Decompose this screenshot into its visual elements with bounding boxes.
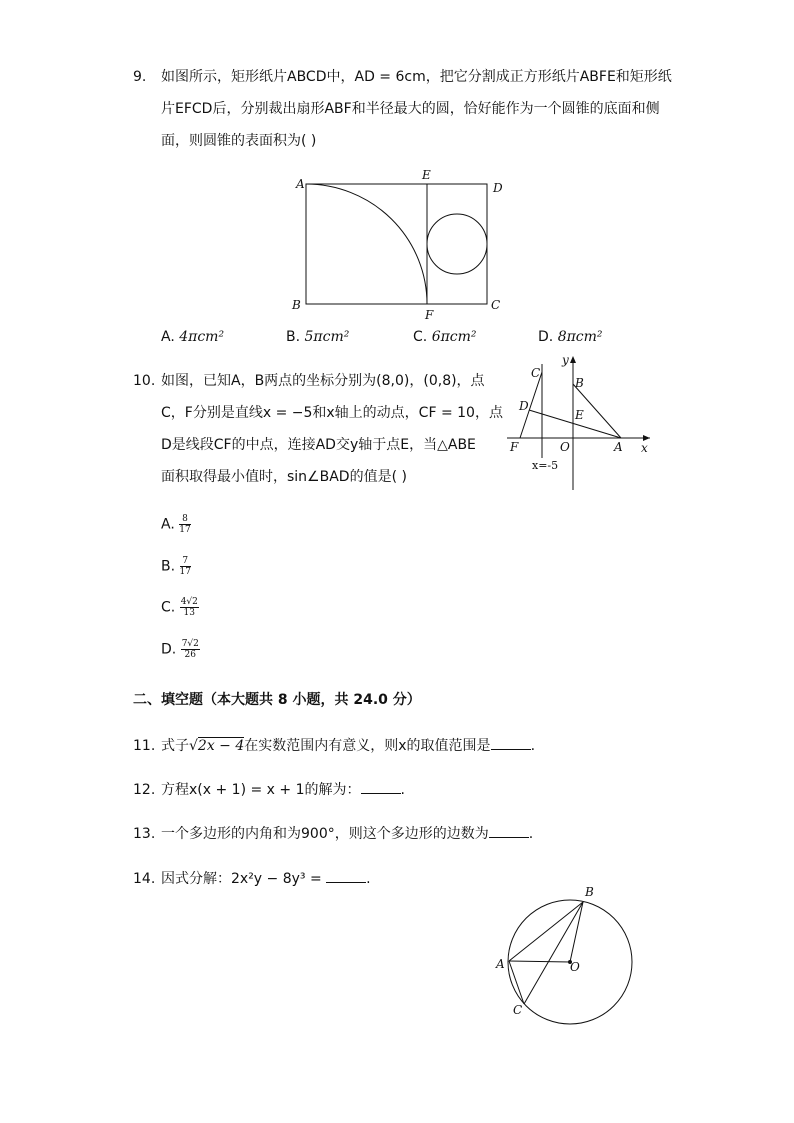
q9-label-E: E <box>422 168 431 182</box>
q11-post: 在实数范围内有意义，则x的取值范围是 <box>244 738 491 754</box>
q10-option-c-letter: C. <box>161 599 176 616</box>
section2-title: 二、填空题（本大题共 8 小题，共 24.0 分） <box>133 692 421 708</box>
q14-end: . <box>366 871 371 887</box>
q9-label-F: F <box>425 308 434 322</box>
q10-label-B: B <box>575 376 584 390</box>
q9-option-b-value: 5πcm² <box>304 329 350 345</box>
q10-option-b-letter: B. <box>161 558 176 575</box>
q12-number: 12. <box>133 782 156 798</box>
q10-text-line2: C，F分别是直线x = −5和x轴上的动点，CF = 10，点 <box>161 405 503 421</box>
q10-text-line3: D是线段CF的中点，连接AD交y轴于点E，当△ABE <box>161 437 476 453</box>
q11-pre: 式子 <box>161 738 189 754</box>
q9-option-d-value: 8πcm² <box>557 329 603 345</box>
q9-option-a <box>161 327 224 347</box>
q10-option-b-denominator: 17 <box>179 567 191 577</box>
q9-text-line3: 面，则圆锥的表面积为( ) <box>161 133 317 149</box>
q13-end: . <box>528 826 534 842</box>
q10-option-d-letter: D. <box>161 641 177 658</box>
q9-label-D: D <box>493 181 503 195</box>
q10-number: 10. <box>133 373 156 389</box>
q10-option-d <box>161 639 200 660</box>
q12-end: . <box>400 782 405 798</box>
q12-text-row <box>161 780 405 800</box>
q14-text: 因式分解：2x²y − 8y³ = <box>161 871 327 887</box>
q10-text-line1: 如图，已知A，B两点的坐标分别为(8,0)，(0,8)，点 <box>161 373 485 389</box>
q10-label-E: E <box>575 408 584 422</box>
q9-text-line1: 如图所示，矩形纸片ABCD中，AD = 6cm，把它分割成正方形纸片ABFE和矩形纸 <box>161 69 672 85</box>
q9-option-c <box>413 327 477 347</box>
q10-text-line4: 面积取得最小值时，sin∠BAD的值是( ) <box>161 469 407 485</box>
q13-number: 13. <box>133 826 156 842</box>
q10-option-a-denominator: 17 <box>179 525 191 535</box>
q9-option-b <box>286 327 349 347</box>
q10-option-a <box>161 514 191 535</box>
circle-figure <box>490 880 640 1030</box>
q10-option-d-denominator: 26 <box>184 650 196 660</box>
fig4-label-O: O <box>570 960 580 974</box>
fig4-label-A: A <box>496 957 505 971</box>
q9-label-B: B <box>292 298 301 312</box>
q10-option-a-letter: A. <box>161 516 175 533</box>
fig4-label-C: C <box>513 1003 523 1017</box>
q10-label-O: O <box>560 440 570 454</box>
q9-label-A: A <box>296 177 305 191</box>
q10-option-c-fraction <box>180 597 199 618</box>
q9-option-c-letter: C. <box>413 329 428 345</box>
q10-option-c-denominator: 13 <box>183 608 195 618</box>
q10-label-x: x <box>641 441 648 455</box>
q9-figure <box>290 166 515 326</box>
q10-label-y: y <box>562 353 569 367</box>
q11-number: 11. <box>133 738 156 754</box>
q9-text-line2: 片EFCD后，分别裁出扇形ABF和半径最大的圆，恰好能作为一个圆锥的底面和侧 <box>161 101 660 117</box>
q9-option-d-letter: D. <box>538 329 554 345</box>
q9-option-d <box>538 327 603 347</box>
q10-option-b-numerator: 7 <box>180 556 191 567</box>
q14-text-row <box>161 869 371 889</box>
q14-answer-blank[interactable] <box>326 870 366 883</box>
fig4-label-B: B <box>585 885 594 899</box>
q10-option-b-fraction <box>180 556 191 577</box>
q9-number: 9. <box>133 69 147 85</box>
q12-answer-blank[interactable] <box>361 781 401 794</box>
q10-option-a-fraction <box>179 514 190 535</box>
q9-option-a-letter: A. <box>161 329 175 345</box>
q10-option-c <box>161 597 199 618</box>
q10-label-D: D <box>519 399 529 413</box>
q10-label-C: C <box>531 366 541 380</box>
q10-option-c-numerator: 4√2 <box>180 597 198 607</box>
q9-option-b-letter: B. <box>286 329 301 345</box>
q13-answer-blank[interactable] <box>489 825 529 838</box>
q11-text <box>161 736 535 756</box>
q9-option-a-value: 4πcm² <box>179 329 225 345</box>
q11-end: . <box>530 738 536 754</box>
q12-text: 方程x(x + 1) = x + 1的解为： <box>161 782 361 798</box>
radical-sign: √ <box>189 738 198 754</box>
q10-figure <box>495 352 660 492</box>
q11-radicand: 2x − 4 <box>197 738 245 754</box>
q13-text-row <box>161 824 533 844</box>
q9-label-C: C <box>491 298 501 312</box>
q10-option-a-numerator: 8 <box>179 514 190 525</box>
q10-label-A: A <box>614 440 623 454</box>
q11-answer-blank[interactable] <box>491 737 531 750</box>
q9-option-c-value: 6πcm² <box>431 329 477 345</box>
q10-option-b <box>161 556 191 577</box>
q10-label-xline: x=-5 <box>532 459 559 472</box>
q13-text: 一个多边形的内角和为900°，则这个多边形的边数为 <box>161 826 489 842</box>
q10-label-F: F <box>510 440 519 454</box>
q10-option-d-fraction <box>181 639 200 660</box>
q10-option-d-numerator: 7√2 <box>181 639 199 649</box>
q14-number: 14. <box>133 871 156 887</box>
